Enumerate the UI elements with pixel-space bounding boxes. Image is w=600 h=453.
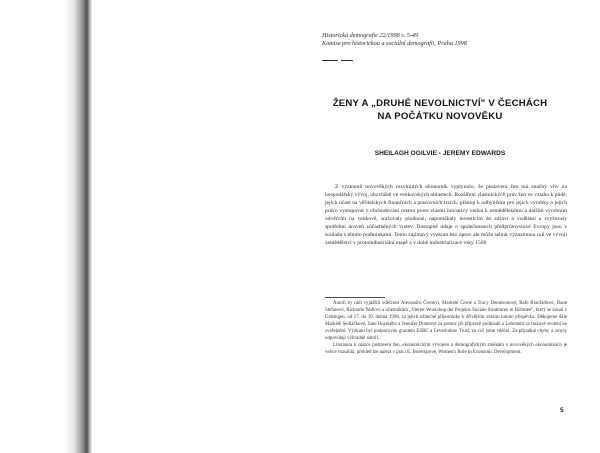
title-line-1: ŽENY A „DRUHÉ NEVOLNICTVÍ" V ČECHÁCH — [332, 98, 548, 109]
body-text — [325, 183, 567, 247]
header-rule-1 — [322, 60, 338, 61]
running-header — [322, 32, 552, 48]
footnote-1: Autoři by rádi vyjádřili vděčnost Alexandru Černovi, Markétě Černé a Tracy Dennisonové, Rafe Blaufarbovi, Dane Stefanovi, Richardu Wallovi a účastníkům „Vierter Workshop der Projekts Soziale Strukturen in Böhmen", který se konal v Göttingen, od 17. do 19. dubna 1998, za jejich užitečné připomínky k dřívějším verzím tohoto příspěvku. Děkujeme dále Markétě Sedláčkové, Janu Horského a Jennifer Dunnové za pomoc při přípravě podkladů a Lehrstuhl za laskavé svolení ke zveřejnění. Výzkum byl podporován grantem ESRC a Leverhulme Trust, za což jsme vděčni. Za případné chyby a omyly odpovídají výhradně autoři. — [325, 301, 567, 341]
footnotes — [325, 301, 567, 357]
body-paragraph: Z výzkumů novověkých rozvinutých ekonomik vyplynulo, že postavení žen má značný vliv na hospodářský vývoj, obzvláště ve venkovských oblastech. Rozšíření vlastnických práv žen ve vztahu k půdě, jejich účast na věřitelských finančních a pracovních trzích, přístup k odbytištím pro jejich výrobky a jejich právo vystupovat v obchodování cestou proto vlastní iniciativy vedou k zemědělskému a dalším výrobním odvětvím na venkově, snižovaly plodnost, napomáhaly investicím do zdraví a vzdělání a zvyšovaly spotřební úroveň zúčastněných vrstev. Dostupné údaje o společnostech předprůmyslové Evropy jsou v souladu s těmito podmínkami. Tento zajímavý výzkum bez úprav ale může sehrát významnou roli ve vývoji zemědělství v protoindustriální etapě a v době industrializace roky 1500 — [325, 184, 567, 246]
article-authors: SHEILAGH OGILVIE - JEREMY EDWARDS — [374, 150, 506, 157]
header-rule-2 — [341, 60, 353, 61]
title-line-2: NA POČÁTKU NOVOVĚKU — [377, 111, 503, 122]
journal-citation: Historická demografie 22/1998 s. 5-49 — [322, 32, 419, 39]
article-title — [322, 97, 558, 123]
page-number: 5 — [560, 407, 564, 414]
publisher-line: Komise pro historickou a sociální demografii, Praha 1998 — [322, 40, 467, 47]
footnote-rule — [325, 297, 385, 298]
footnote-2: Literatura k otázce postavení žen, ekonomickým vývojem a demografickým změnám v novověkých ekonomikách je velice rozsáhlá; přehled lze nalézt v práci E. Boserupové, Women's Role in Economic Development. — [325, 342, 567, 355]
